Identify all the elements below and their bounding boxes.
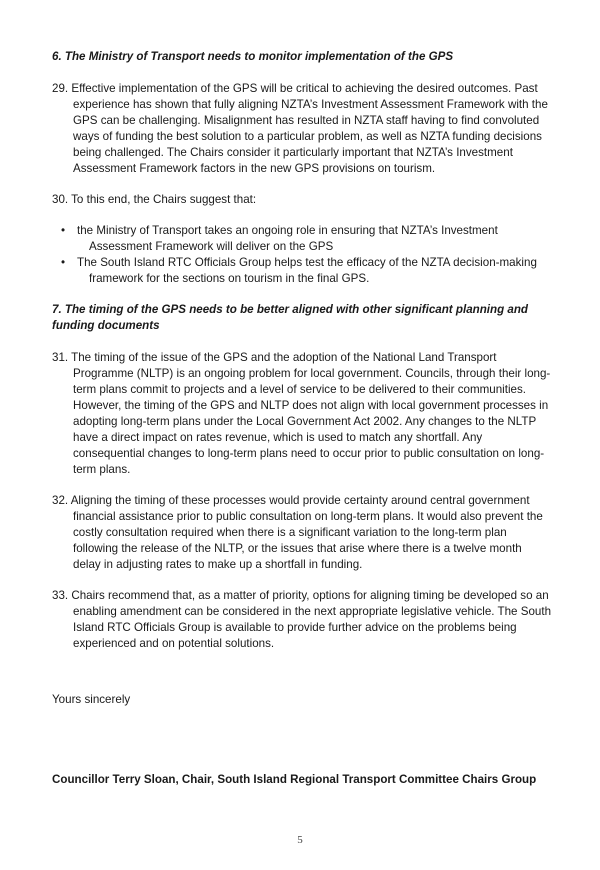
bullet-text: the Ministry of Transport takes an ongoing role in ensuring that NZTA’s Investment Assessment Framework will deliver on the GPS bbox=[77, 224, 498, 253]
closing-salutation: Yours sincerely bbox=[52, 693, 131, 706]
signature-block: Councillor Terry Sloan, Chair, South Island Regional Transport Committee Chairs Group bbox=[52, 773, 537, 786]
paragraph-29: 29. Effective implementation of the GPS will be critical to achieving the desired outcomes. Past experience has shown that fully aligning NZTA’s Investment Assessment Framework with the GPS can be challenging. Misalignment has resulted in NZTA staff having to find convoluted ways of funding the best solution to a particular problem, as well as NZTA funding decisions being challenged. The Chairs consider it particularly important that NZTA’s Investment Assessment Framework factors in the new GPS provisions on tourism. bbox=[52, 82, 548, 175]
paragraph-32: 32. Aligning the timing of these processes would provide certainty around central government financial assistance prior to public consultation on long-term plans. It would also prevent the costly consultation required when there is a significant variation to the long-term plan following the release of the NLTP, or the issues that arise where there is a twelve month delay in adjusting rates to make up a shortfall in funding. bbox=[52, 494, 543, 571]
bullet-item bbox=[52, 223, 552, 255]
bullet-icon: • bbox=[61, 256, 66, 269]
section-7-heading: 7. The timing of the GPS needs to be better aligned with other significant planning and funding documents bbox=[52, 303, 529, 332]
paragraph-30: 30. To this end, the Chairs suggest that: bbox=[52, 193, 257, 206]
page-number: 5 bbox=[297, 834, 303, 846]
bullet-icon: • bbox=[61, 224, 66, 237]
bullet-item bbox=[52, 255, 552, 287]
bullet-text: The South Island RTC Officials Group helps test the efficacy of the NZTA decision-making framework for the sections on tourism in the final GPS. bbox=[77, 256, 537, 285]
paragraph-31: 31. The timing of the issue of the GPS and the adoption of the National Land Transport Programme (NLTP) is an ongoing problem for local government. Councils, through their long-term plans commit to projects and a level of service to be delivered to their communities. However, the timing of the GPS and NLTP does not align with local government processes in adopting long-term plans under the Local Government Act 2002. Any changes to the NLTP have a direct impact on rates revenue, which is used to match any shortfall. Any consequential changes to long-term plans need to occur prior to public consultation on long-term plans. bbox=[52, 351, 551, 476]
section-6-heading: 6. The Ministry of Transport needs to monitor implementation of the GPS bbox=[52, 50, 454, 63]
paragraph-33: 33. Chairs recommend that, as a matter of priority, options for aligning timing be developed so an enabling amendment can be considered in the next appropriate legislative vehicle. The South Island RTC Officials Group is available to provide further advice on the problems being experienced and on potential solutions. bbox=[52, 589, 552, 650]
document-page bbox=[52, 49, 552, 788]
bullet-list bbox=[52, 223, 552, 287]
